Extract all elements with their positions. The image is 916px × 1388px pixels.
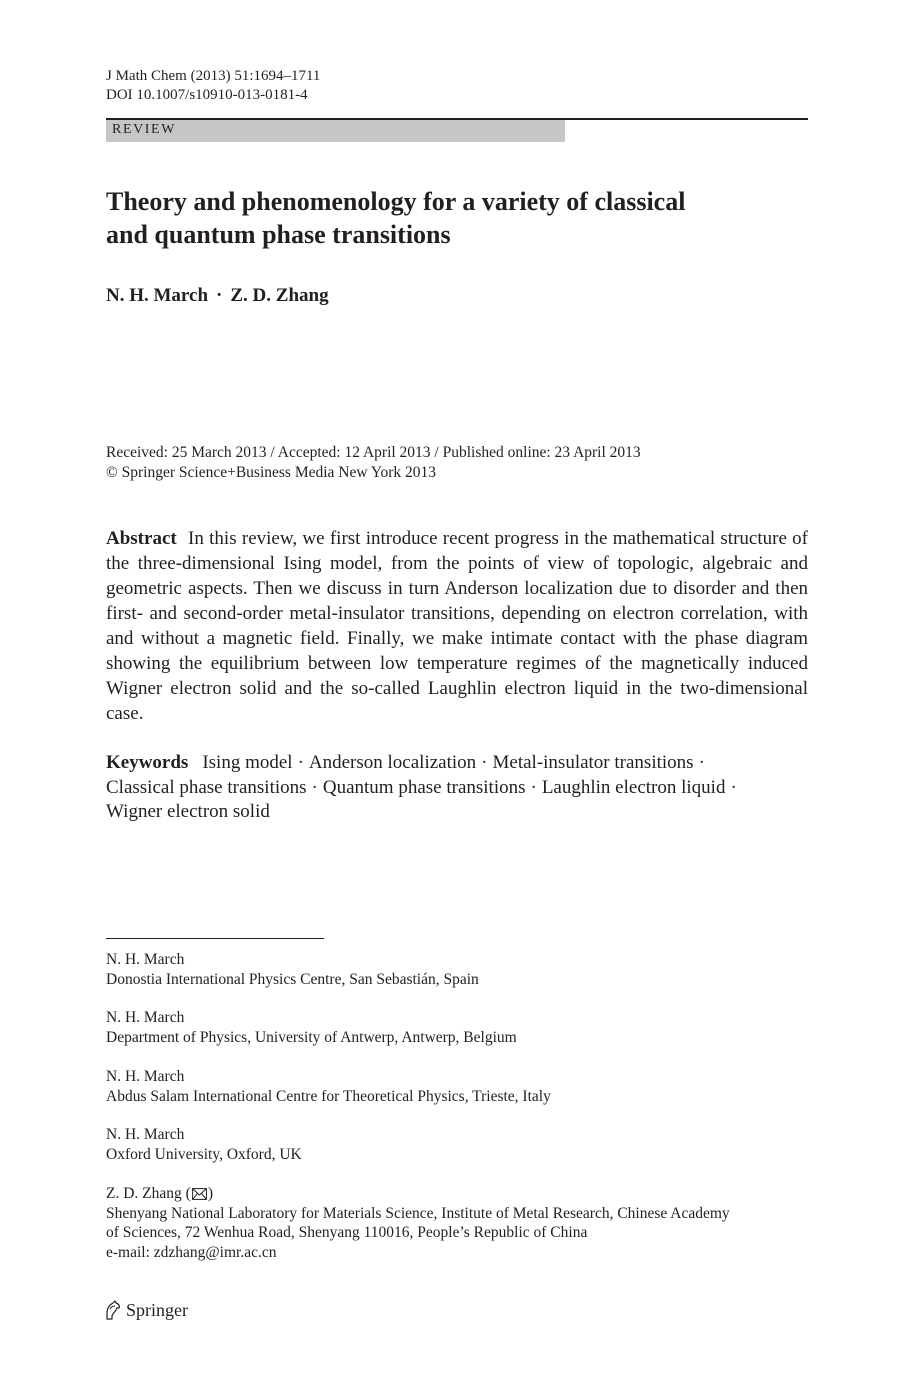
keyword-separator: ·	[730, 776, 737, 798]
abstract	[106, 526, 808, 726]
copyright: © Springer Science+Business Media New York 2013	[106, 464, 437, 481]
affiliation-block	[106, 1125, 806, 1164]
affiliation-line: Donostia International Physics Centre, San Sebastián, Spain	[106, 970, 479, 988]
author-name: N. H. March	[106, 285, 209, 306]
springer-horse-icon	[104, 1300, 122, 1320]
keyword-separator: ·	[481, 752, 488, 773]
envelope-icon	[192, 1188, 207, 1200]
publisher-logo	[104, 1299, 188, 1321]
affiliation-line: of Sciences, 72 Wenhua Road, Shenyang 110016, People’s Republic of China	[106, 1224, 588, 1241]
abstract-text: In this review, we first introduce recent progress in the mathematical structure of the three-dimensional Ising model, from the points of view of topologic, algebraic and geometric aspects. Then we discuss in turn Anderson localization due to disorder and then first- and second-order metal-insulator transitions, depending on electron correlation, with and without a magnetic field. Finally, we make intimate contact with the phase diagram showing the equilibrium between low temperature regimes of the magnetically induced Wigner electron solid and the so-called Laughlin electron liquid in the two-dimensional case.	[106, 528, 809, 724]
footnote-rule	[106, 938, 324, 939]
email-address: e-mail: zdzhang@imr.ac.cn	[106, 1243, 277, 1261]
journal-citation: J Math Chem (2013) 51:1694–1711	[106, 68, 321, 84]
keyword-separator: ·	[311, 776, 318, 798]
affiliation-author: N. H. March	[106, 1009, 185, 1026]
author-list	[106, 284, 329, 308]
keyword-item: Quantum phase transitions	[322, 776, 526, 798]
affiliation-block	[106, 1067, 806, 1106]
doi: DOI 10.1007/s10910-013-0181-4	[106, 87, 308, 103]
publication-dates: Received: 25 March 2013 / Accepted: 12 April 2013 / Published online: 23 April 2013	[106, 444, 641, 461]
publisher-name: Springer	[126, 1300, 188, 1320]
keyword-item: Ising model	[202, 752, 293, 773]
keyword-separator: ·	[698, 752, 705, 773]
keyword-item: Anderson localization	[308, 752, 477, 773]
affiliation-author: N. H. March	[106, 951, 185, 968]
affiliation-line: Shenyang National Laboratory for Materials Science, Institute of Metal Research, Chinese Academy	[106, 1204, 730, 1222]
keyword-item: Classical phase transitions	[106, 776, 307, 798]
title-line: Theory and phenomenology for a variety of classical	[106, 187, 686, 216]
paper-title	[106, 185, 786, 251]
abstract-label: Abstract	[106, 528, 177, 549]
affiliation-line: Department of Physics, University of Antwerp, Antwerp, Belgium	[106, 1028, 517, 1046]
keyword-separator: ·	[297, 752, 304, 773]
keyword-item: Laughlin electron liquid	[541, 776, 726, 798]
author-name: Z. D. Zhang	[230, 285, 329, 306]
title-line: and quantum phase transitions	[106, 220, 451, 249]
author-separator: ·	[216, 285, 223, 306]
affiliation-author: N. H. March	[106, 1126, 185, 1143]
keywords-label: Keywords	[106, 752, 189, 773]
section-label: REVIEW	[112, 122, 177, 137]
affiliation-author: N. H. March	[106, 1068, 185, 1085]
affiliation-block: Z. D. Zhang ( ) Shenyang National Laboratory for Materials Science, Institute of Metal Research, Chinese Academy of Sciences, 72 Wenhua Road, Shenyang 110016, People’s Republic of China e-mail: zdzhang@imr.ac.cn	[106, 1184, 806, 1262]
affiliation-author: Z. D. Zhang	[106, 1185, 182, 1202]
keyword-item: Metal-insulator transitions	[492, 752, 694, 773]
keywords	[106, 751, 808, 825]
affiliation-block	[106, 1008, 806, 1047]
affiliation-line: Abdus Salam International Centre for Theoretical Physics, Trieste, Italy	[106, 1087, 551, 1105]
affiliation-line: Oxford University, Oxford, UK	[106, 1145, 302, 1163]
keyword-item: Wigner electron solid	[106, 801, 270, 822]
keyword-separator: ·	[530, 776, 537, 798]
affiliation-block	[106, 950, 806, 989]
